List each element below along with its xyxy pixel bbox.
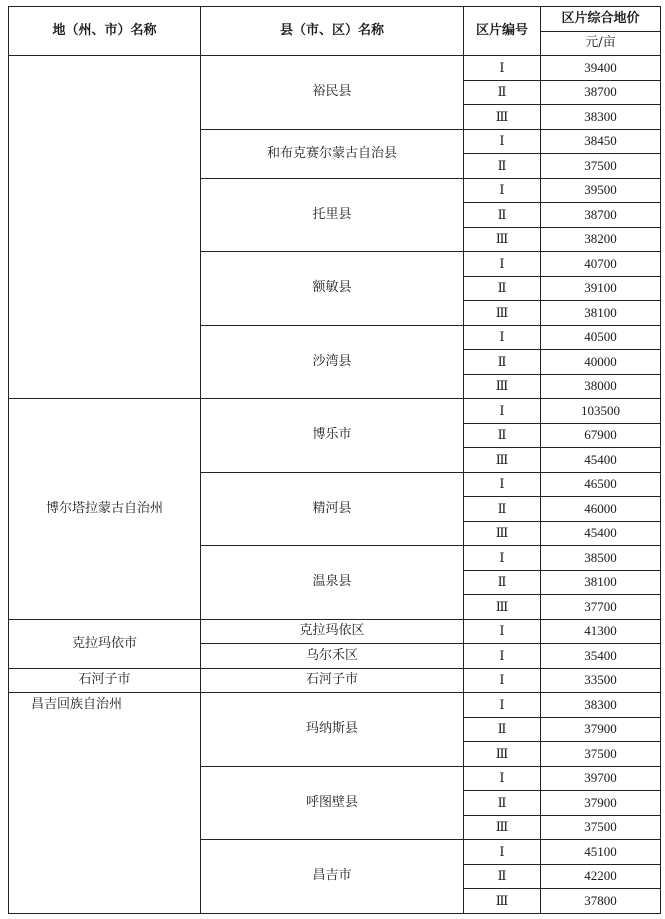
header-county: 县（市、区）名称	[201, 7, 464, 56]
county-cell: 博乐市	[201, 399, 464, 473]
prefecture-cell: 昌吉回族自治州	[9, 693, 201, 914]
county-cell: 克拉玛依区	[201, 619, 464, 644]
price-cell: 38500	[541, 546, 661, 571]
zone-cell: Ⅰ	[464, 56, 541, 81]
price-cell: 40500	[541, 325, 661, 350]
zone-cell: Ⅱ	[464, 80, 541, 105]
county-cell: 沙湾县	[201, 325, 464, 399]
header-unit: 元/亩	[541, 31, 661, 56]
header-price: 区片综合地价	[541, 7, 661, 32]
price-cell: 46000	[541, 497, 661, 522]
prefecture-cell: 博尔塔拉蒙古自治州	[9, 399, 201, 620]
price-cell: 35400	[541, 644, 661, 669]
zone-cell: Ⅱ	[464, 570, 541, 595]
price-cell: 45400	[541, 448, 661, 473]
zone-cell: Ⅱ	[464, 203, 541, 228]
zone-cell: Ⅰ	[464, 252, 541, 277]
price-cell: 39400	[541, 56, 661, 81]
land-price-table-container	[8, 6, 660, 914]
price-cell: 39500	[541, 178, 661, 203]
price-cell: 46500	[541, 472, 661, 497]
zone-cell: Ⅰ	[464, 766, 541, 791]
price-cell: 38300	[541, 693, 661, 718]
zone-cell: Ⅰ	[464, 619, 541, 644]
zone-cell: Ⅰ	[464, 693, 541, 718]
zone-cell: Ⅲ	[464, 301, 541, 326]
price-cell: 38700	[541, 203, 661, 228]
land-price-table	[8, 6, 661, 914]
zone-cell: Ⅰ	[464, 644, 541, 669]
county-cell: 温泉县	[201, 546, 464, 620]
county-cell: 石河子市	[201, 668, 464, 693]
county-cell: 昌吉市	[201, 840, 464, 914]
prefecture-cell	[9, 56, 201, 399]
price-cell: 38200	[541, 227, 661, 252]
price-cell: 40000	[541, 350, 661, 375]
price-cell: 33500	[541, 668, 661, 693]
zone-cell: Ⅱ	[464, 717, 541, 742]
zone-cell: Ⅰ	[464, 325, 541, 350]
zone-cell: Ⅲ	[464, 889, 541, 914]
county-cell: 乌尔禾区	[201, 644, 464, 669]
zone-cell: Ⅱ	[464, 497, 541, 522]
price-cell: 41300	[541, 619, 661, 644]
county-cell: 额敏县	[201, 252, 464, 326]
price-cell: 38100	[541, 301, 661, 326]
zone-cell: Ⅰ	[464, 546, 541, 571]
county-cell: 玛纳斯县	[201, 693, 464, 767]
prefecture-cell: 克拉玛依市	[9, 619, 201, 668]
table-row	[9, 693, 661, 718]
zone-cell: Ⅱ	[464, 276, 541, 301]
zone-cell: Ⅰ	[464, 472, 541, 497]
county-cell: 呼图壁县	[201, 766, 464, 840]
zone-cell: Ⅲ	[464, 448, 541, 473]
price-cell: 37500	[541, 742, 661, 767]
county-cell: 托里县	[201, 178, 464, 252]
prefecture-cell: 石河子市	[9, 668, 201, 693]
zone-cell: Ⅲ	[464, 105, 541, 130]
price-cell: 37900	[541, 717, 661, 742]
table-row	[9, 399, 661, 424]
table-row	[9, 668, 661, 693]
zone-cell: Ⅱ	[464, 423, 541, 448]
price-cell: 67900	[541, 423, 661, 448]
price-cell: 42200	[541, 864, 661, 889]
zone-cell: Ⅲ	[464, 815, 541, 840]
header-zone: 区片编号	[464, 7, 541, 56]
price-cell: 45100	[541, 840, 661, 865]
price-cell: 39100	[541, 276, 661, 301]
price-cell: 38000	[541, 374, 661, 399]
zone-cell: Ⅲ	[464, 521, 541, 546]
price-cell: 37700	[541, 595, 661, 620]
zone-cell: Ⅲ	[464, 227, 541, 252]
price-cell: 103500	[541, 399, 661, 424]
price-cell: 38450	[541, 129, 661, 154]
zone-cell: Ⅲ	[464, 374, 541, 399]
price-cell: 37500	[541, 154, 661, 179]
county-cell: 裕民县	[201, 56, 464, 130]
header-row	[9, 7, 661, 32]
price-cell: 37800	[541, 889, 661, 914]
table-row	[9, 56, 661, 81]
zone-cell: Ⅰ	[464, 129, 541, 154]
price-cell: 38700	[541, 80, 661, 105]
price-cell: 38300	[541, 105, 661, 130]
zone-cell: Ⅲ	[464, 595, 541, 620]
zone-cell: Ⅱ	[464, 154, 541, 179]
price-cell: 45400	[541, 521, 661, 546]
price-cell: 37500	[541, 815, 661, 840]
zone-cell: Ⅰ	[464, 178, 541, 203]
county-cell: 和布克赛尔蒙古自治县	[201, 129, 464, 178]
price-cell: 38100	[541, 570, 661, 595]
table-row	[9, 619, 661, 644]
zone-cell: Ⅲ	[464, 742, 541, 767]
zone-cell: Ⅰ	[464, 399, 541, 424]
header-prefecture: 地（州、市）名称	[9, 7, 201, 56]
county-cell: 精河县	[201, 472, 464, 546]
zone-cell: Ⅱ	[464, 864, 541, 889]
zone-cell: Ⅰ	[464, 840, 541, 865]
zone-cell: Ⅱ	[464, 791, 541, 816]
price-cell: 37900	[541, 791, 661, 816]
zone-cell: Ⅱ	[464, 350, 541, 375]
price-cell: 40700	[541, 252, 661, 277]
price-cell: 39700	[541, 766, 661, 791]
zone-cell: Ⅰ	[464, 668, 541, 693]
